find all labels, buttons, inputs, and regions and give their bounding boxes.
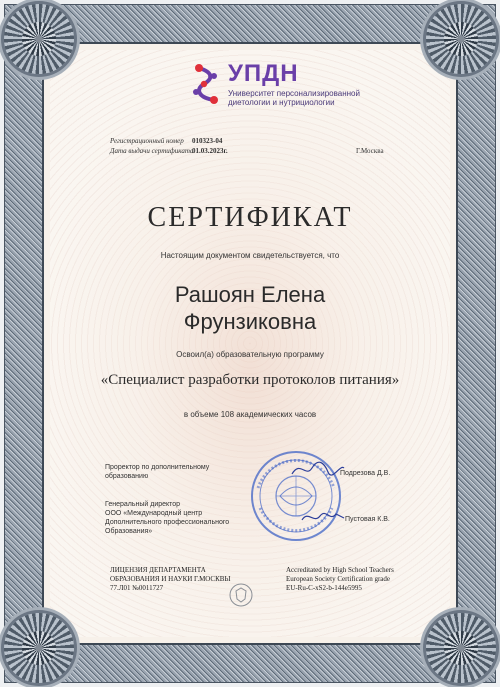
- corner-rosette-icon: [426, 4, 496, 74]
- director-title-line3: Дополнительного профессионального: [105, 519, 230, 526]
- program-title: «Специалист разработки протоколов питания»: [100, 372, 400, 388]
- accreditation-line3: EU-Ru-C-xS2-b-144e5995: [286, 584, 362, 592]
- prorector-name: Подрезова Д.В.: [340, 470, 391, 477]
- corner-rosette-icon: [426, 613, 496, 683]
- reg-number-value: 010323-04: [192, 137, 223, 145]
- license-line3: 77.Л01 №0011727: [110, 584, 164, 592]
- completed-program-text: Освоил(а) образовательную программу: [176, 350, 324, 359]
- recipient-name-line1: Рашоян Елена: [174, 282, 326, 307]
- issue-date-value: 01.03.2023г.: [192, 147, 228, 155]
- prorector-signature-icon: [290, 458, 346, 480]
- molecule-logo-icon: [190, 62, 224, 106]
- director-title-line1: Генеральный директор: [105, 501, 181, 508]
- corner-rosette-icon: [4, 613, 74, 683]
- prorector-title-line2: образованию: [105, 473, 149, 480]
- corner-rosette-icon: [4, 4, 74, 74]
- intro-text: Настоящим документом свидетельствуется, что: [160, 251, 340, 260]
- accreditation-line1: Accreditated by High School Teachers: [286, 566, 394, 574]
- issue-date-label: Дата выдачи сертификата: [110, 147, 194, 155]
- license-line1: ЛИЦЕНЗИЯ ДЕПАРТАМЕНТА: [110, 566, 206, 574]
- director-name: Пустовая К.В.: [345, 516, 390, 523]
- license-block: [110, 566, 231, 593]
- city-label: Г.Москва: [356, 147, 384, 155]
- certificate-title: СЕРТИФИКАТ: [147, 202, 353, 233]
- accreditation-block: [286, 566, 394, 593]
- hours-volume-text: в объеме 108 академических часов: [183, 410, 317, 419]
- university-logo: [190, 60, 360, 120]
- accreditation-line2: European Society Certification grade: [286, 575, 390, 583]
- director-title: [105, 500, 229, 536]
- coat-of-arms-icon: [228, 582, 254, 608]
- prorector-title: [105, 463, 209, 481]
- prorector-title-line1: Проректор по дополнительному: [105, 464, 210, 471]
- logo-subtitle: Университет персонализированной диетологии и нутрициологии: [228, 89, 360, 107]
- recipient-name-line2: Фрунзиковна: [183, 309, 317, 334]
- director-title-line4: Образования»: [105, 528, 153, 535]
- reg-number-label: Регистрационный номер: [110, 137, 184, 145]
- logo-wordmark: УПДН: [228, 60, 299, 87]
- director-signature-icon: [300, 508, 346, 526]
- license-line2: ОБРАЗОВАНИЯ И НАУКИ Г.МОСКВЫ: [110, 575, 231, 583]
- director-title-line2: ООО «Международный центр: [105, 510, 203, 517]
